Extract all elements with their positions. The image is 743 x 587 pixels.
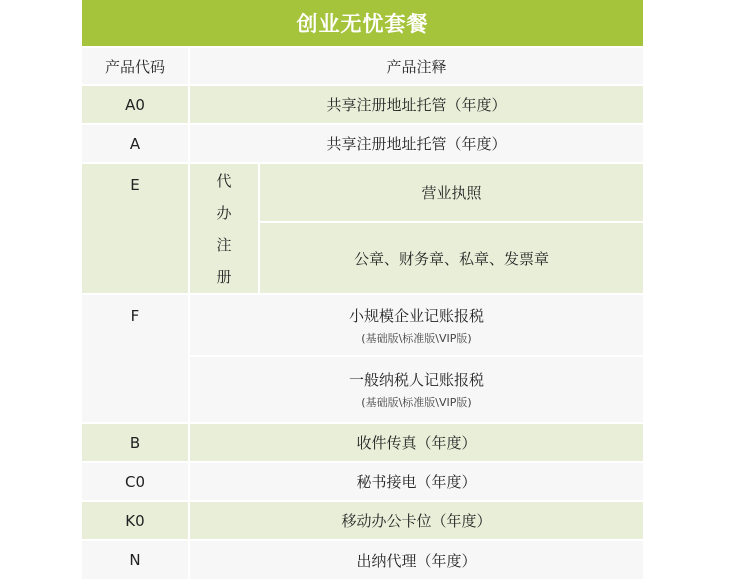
- row-c0-desc: 秘书接电（年度）: [190, 463, 643, 500]
- row-f-item-general-note: (基础版\标准版\VIP版): [361, 396, 472, 409]
- row-b-desc: 收件传真（年度）: [190, 424, 643, 461]
- row-e-item-seals: 公章、财务章、私章、发票章: [260, 223, 643, 293]
- row-e-code: E: [82, 164, 188, 293]
- table-title: 创业无忧套餐: [82, 0, 643, 46]
- row-f-item-small-note: (基础版\标准版\VIP版): [361, 331, 472, 345]
- row-e-item-license: 营业执照: [260, 164, 643, 221]
- row-n-desc: 出纳代理（年度）: [190, 541, 643, 579]
- row-a0-desc: 共享注册地址托管（年度）: [190, 86, 643, 123]
- row-e-group-char: 册: [216, 267, 232, 286]
- row-n-code: N: [82, 541, 188, 579]
- row-f-item-general-label: 一般纳税人记账报税: [348, 371, 484, 389]
- row-f-item-general: [190, 357, 643, 422]
- row-c0-code: C0: [82, 463, 188, 500]
- row-f-code: F: [82, 295, 188, 422]
- row-k0-code: K0: [82, 502, 188, 539]
- row-b-code: B: [82, 424, 188, 461]
- row-e-group-char: 办: [216, 203, 232, 222]
- header-product-desc: 产品注释: [190, 48, 643, 84]
- row-a-desc: 共享注册地址托管（年度）: [190, 125, 643, 162]
- row-f-item-small-label: 小规模企业记账报税: [348, 306, 484, 325]
- row-e-group-label: [190, 164, 258, 293]
- row-a-code: A: [82, 125, 188, 162]
- row-f-item-small: [190, 295, 643, 355]
- row-k0-desc: 移动办公卡位（年度）: [190, 502, 643, 539]
- row-a0-code: A0: [82, 86, 188, 123]
- row-e-group-char: 注: [216, 235, 232, 254]
- row-e-group-char: 代: [216, 171, 232, 190]
- header-product-code: 产品代码: [82, 48, 188, 84]
